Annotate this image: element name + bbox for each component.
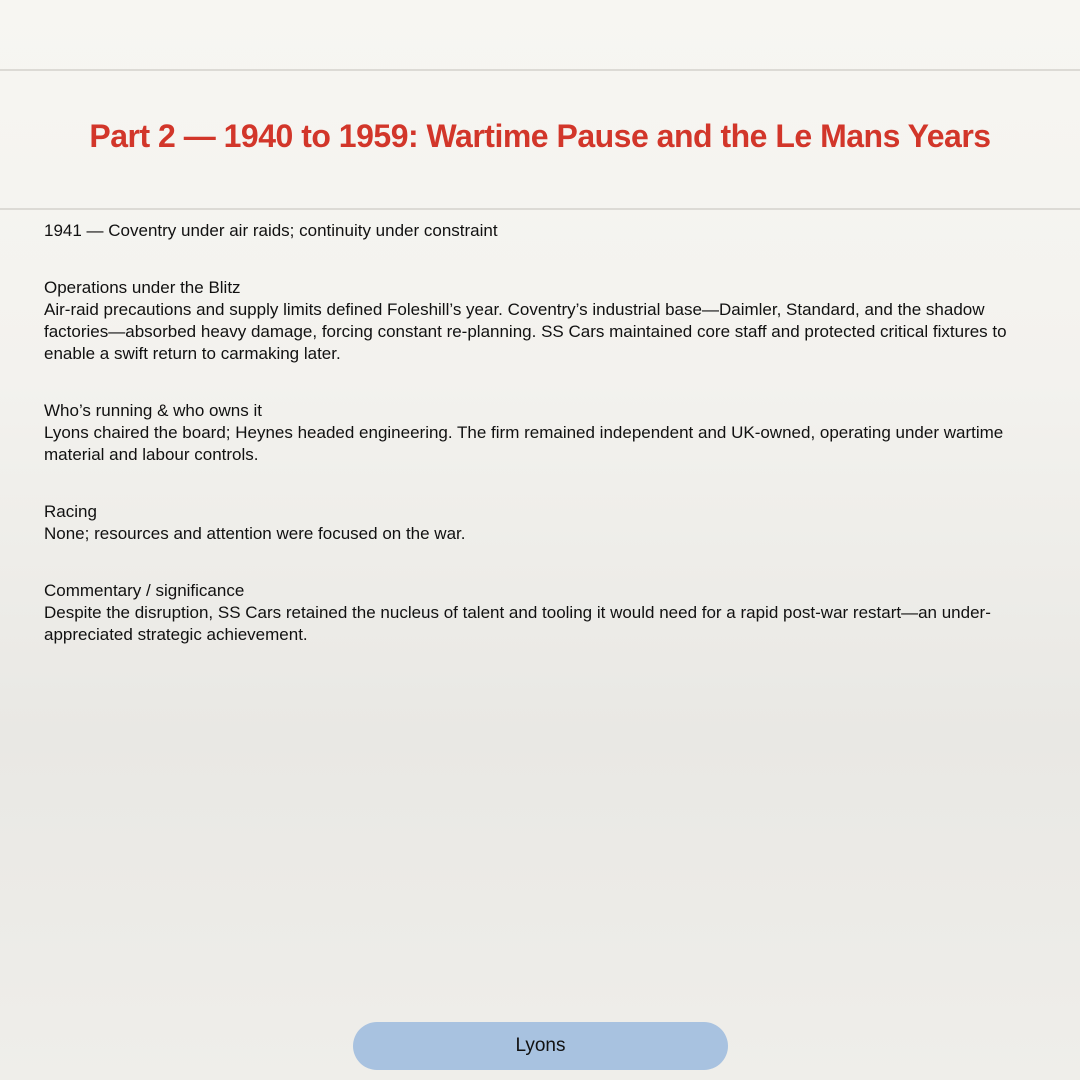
page-title: Part 2 — 1940 to 1959: Wartime Pause and the Le Mans Years bbox=[89, 118, 991, 154]
section-commentary bbox=[44, 580, 1039, 646]
section-body: Lyons chaired the board; Heynes headed engineering. The firm remained independent and UK-owned, operating under wartime material and labour controls. bbox=[44, 423, 1004, 464]
lyons-button[interactable]: Lyons bbox=[353, 1022, 728, 1070]
top-divider bbox=[0, 69, 1080, 71]
section-operations bbox=[44, 277, 1039, 365]
entry-heading: 1941 — Coventry under air raids; continuity under constraint bbox=[44, 221, 498, 240]
title-divider bbox=[0, 208, 1080, 210]
section-body: Despite the disruption, SS Cars retained the nucleus of talent and tooling it would need for a rapid post-war restart—an under-appreciated strategic achievement. bbox=[44, 603, 991, 644]
section-body: Air-raid precautions and supply limits defined Foleshill’s year. Coventry’s industrial base—Daimler, Standard, and the shadow factories—absorbed heavy damage, forcing constant re-planning. SS Cars maintained core staff and protected critical fixtures to enable a swift return to carmaking later. bbox=[44, 300, 1007, 363]
section-heading: Racing bbox=[44, 502, 97, 521]
section-heading: Operations under the Blitz bbox=[44, 278, 241, 297]
section-heading: Commentary / significance bbox=[44, 581, 245, 600]
section-racing bbox=[44, 501, 1039, 545]
section-ownership bbox=[44, 400, 1039, 466]
section-body: None; resources and attention were focused on the war. bbox=[44, 524, 466, 543]
document-body bbox=[44, 220, 1039, 681]
section-heading: Who’s running & who owns it bbox=[44, 401, 262, 420]
